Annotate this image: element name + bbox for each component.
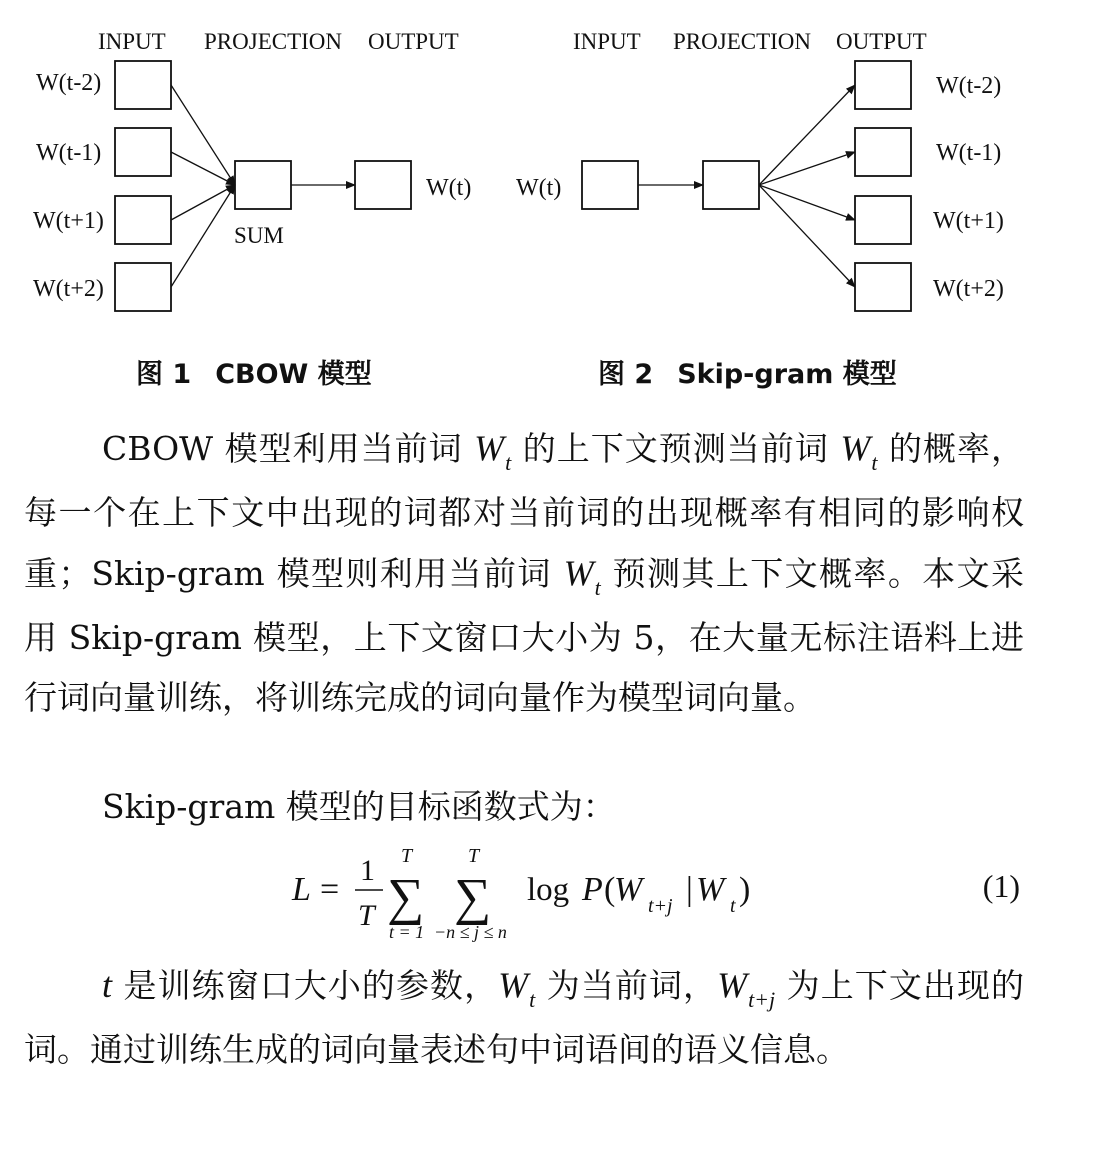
para3-text: 是训练窗口大小的参数， — [112, 966, 499, 1005]
sum2-upper: T — [468, 845, 480, 867]
skipgram-projection-box — [703, 161, 759, 209]
para1-text: CBOW 模型利用当前词 — [102, 429, 475, 468]
formula-w1: W — [614, 871, 643, 908]
figure2-caption-text: Skip-gram 模型 — [677, 359, 897, 390]
paragraph-1 — [24, 418, 1024, 728]
paragraph-3 — [24, 955, 1024, 1080]
cbow-arrow — [171, 185, 235, 220]
skipgram-output-box — [855, 263, 911, 311]
cbow-input-box — [115, 128, 171, 176]
skipgram-output-box — [855, 128, 911, 176]
cbow-output-box — [355, 161, 411, 209]
sum1-lower: t = 1 — [389, 922, 425, 942]
formula-bar: | — [686, 871, 693, 908]
cbow-input-box — [115, 196, 171, 244]
equation-number: (1) — [982, 868, 1020, 904]
cbow-input-box — [115, 263, 171, 311]
cbow-output-header: OUTPUT — [368, 29, 459, 54]
skipgram-output-header: OUTPUT — [836, 29, 927, 54]
var-t: t — [102, 965, 113, 1005]
para2-text: Skip-gram 模型的目标函数式为： — [102, 787, 616, 826]
cbow-input-box — [115, 61, 171, 109]
skipgram-arrow — [759, 185, 855, 287]
skipgram-output-label: W(t-1) — [936, 140, 1002, 166]
cbow-projection-box — [235, 161, 291, 209]
var-subscript: t — [871, 450, 878, 475]
para1-text: 的概率，每一个在上下文中出现的词都对当前词的出现概率有相同的影响权重；Skip-gram 模型则利用当前词 — [24, 429, 1024, 593]
figure2-caption — [598, 352, 897, 391]
var-subscript: t — [594, 575, 601, 600]
formula-close-paren: ) — [739, 871, 751, 908]
skipgram-arrow — [759, 152, 855, 185]
cbow-arrow — [171, 152, 235, 185]
cbow-input-label: W(t-2) — [36, 70, 102, 96]
var-w: W — [498, 965, 529, 1005]
formula-log: log — [527, 872, 570, 908]
cbow-input-label: W(t+1) — [33, 208, 104, 234]
cbow-output-label: W(t) — [426, 175, 472, 201]
figure2-caption-number: 图 2 — [598, 359, 654, 390]
skipgram-input-header: INPUT — [573, 29, 641, 54]
formula-equals: = — [320, 871, 340, 908]
cbow-arrow — [171, 185, 235, 287]
figure1-caption-number: 图 1 — [136, 359, 192, 390]
cbow-input-label: W(t-1) — [36, 140, 102, 166]
formula-w2: W — [696, 871, 725, 908]
sum-sign-2: ∑ — [454, 869, 492, 926]
skipgram-arrow — [759, 85, 855, 185]
skipgram-input-box — [582, 161, 638, 209]
formula-numerator: 1 — [360, 854, 375, 887]
skipgram-diagram — [516, 29, 1004, 311]
figures-diagram — [0, 0, 1116, 340]
var-subscript: t+j — [748, 987, 776, 1012]
cbow-projection-header: PROJECTION — [204, 29, 343, 54]
var-w: W — [717, 965, 748, 1005]
formula-p: P — [582, 871, 603, 908]
skipgram-input-label: W(t) — [516, 175, 562, 201]
cbow-input-label: W(t+2) — [33, 276, 104, 302]
para3-text: 为当前词， — [535, 966, 718, 1005]
skipgram-output-box — [855, 196, 911, 244]
cbow-diagram — [33, 29, 471, 311]
skipgram-output-box — [855, 61, 911, 109]
sum-sign-1: ∑ — [387, 869, 425, 926]
figure1-caption-text: CBOW 模型 — [215, 359, 372, 390]
objective-formula — [0, 842, 1116, 942]
formula-open-paren: ( — [604, 871, 616, 908]
skipgram-output-label: W(t+2) — [933, 276, 1004, 302]
para1-text: 预测其上下文概率。本文采用 Skip-gram 模型，上下文窗口大小为 5，在大量无标注语料上进行词向量训练，将训练完成的词向量作为模型词向量。 — [24, 554, 1025, 717]
cbow-sum-label: SUM — [234, 223, 284, 248]
skipgram-output-label: W(t+1) — [933, 208, 1004, 234]
formula-sub1: t+j — [648, 895, 673, 917]
var-subscript: t — [505, 450, 512, 475]
para1-text: 的上下文预测当前词 — [511, 429, 841, 468]
var-w: W — [840, 428, 871, 468]
skipgram-projection-header: PROJECTION — [673, 29, 812, 54]
cbow-input-header: INPUT — [98, 29, 166, 54]
formula-sub2: t — [730, 895, 736, 917]
var-subscript: t — [529, 987, 536, 1012]
var-w: W — [563, 553, 594, 593]
paragraph-2 — [24, 777, 1024, 837]
cbow-arrow — [171, 85, 235, 185]
formula-lhs: L — [292, 871, 311, 908]
skipgram-output-label: W(t-2) — [936, 73, 1002, 99]
var-w: W — [474, 428, 505, 468]
formula-denominator: T — [358, 899, 375, 932]
para3-text: 为上下文出现的词。通过训练生成的词向量表述句中词语间的语义信息。 — [24, 966, 1024, 1069]
skipgram-arrow — [759, 185, 855, 220]
sum1-upper: T — [401, 845, 413, 867]
sum2-lower: −n ≤ j ≤ n — [434, 922, 507, 942]
figure1-caption — [136, 352, 372, 391]
